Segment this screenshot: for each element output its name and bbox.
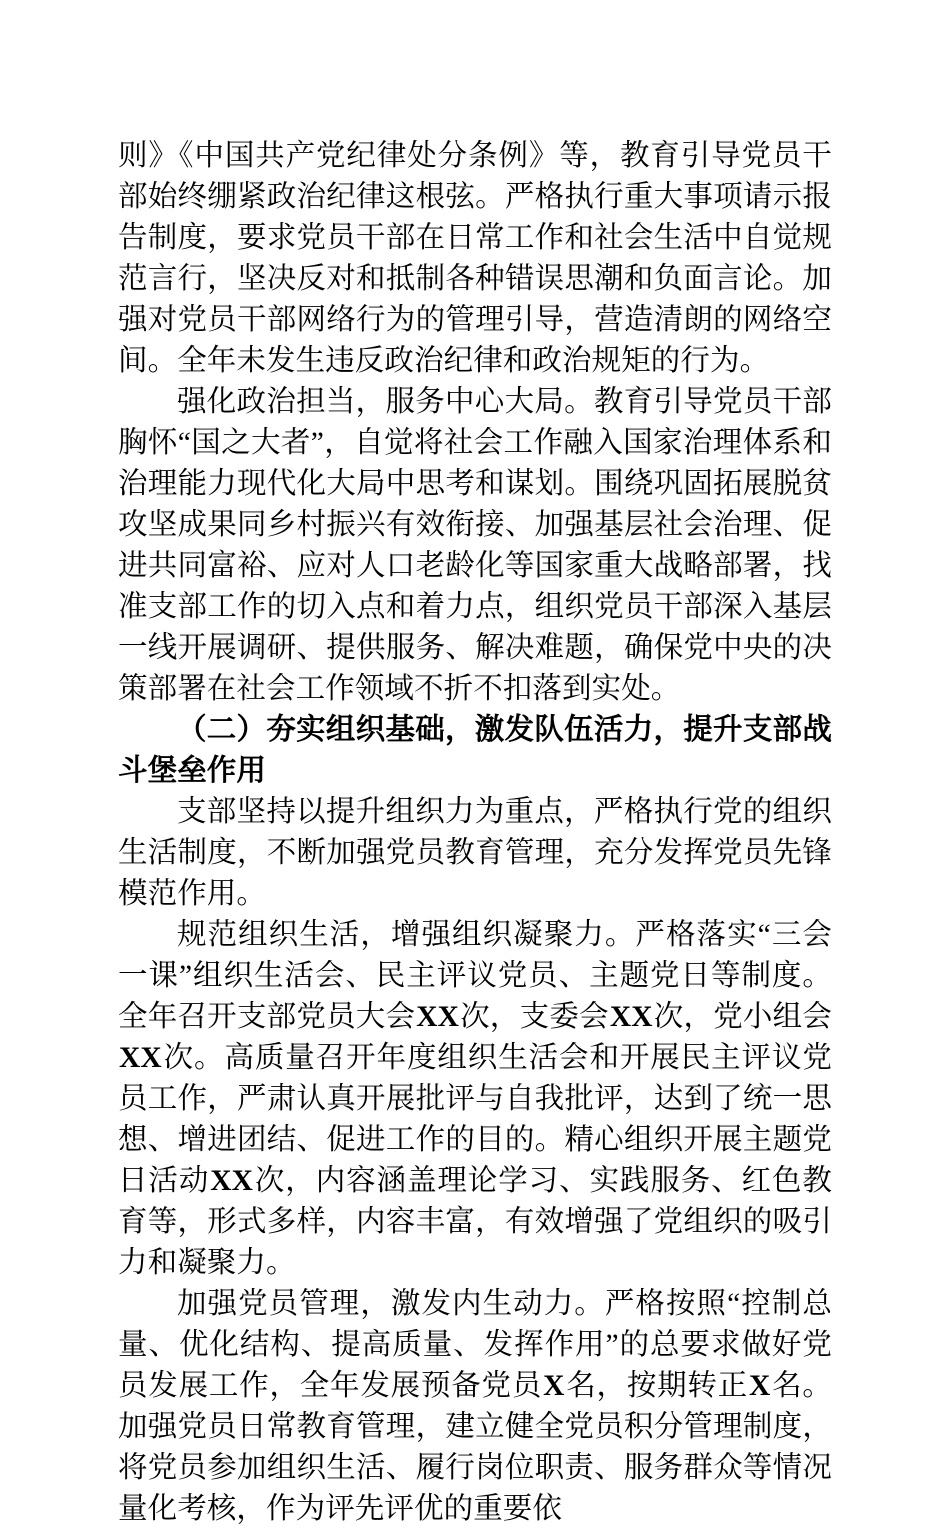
- numeric-placeholder: XX: [609, 1001, 653, 1033]
- numeric-placeholder: XX: [119, 1042, 162, 1074]
- numeric-placeholder: XX: [416, 1001, 460, 1033]
- paragraph-branch-organizational-strength: 支部坚持以提升组织力为重点，严格执行党的组织生活制度，不断加强党员教育管理，充分发挥党员先锋模范作用。: [118, 796, 832, 910]
- paragraph-continuation-political-discipline: 则》《中国共产党纪律处分条例》等，教育引导党员干部始终绷紧政治纪律这根弦。严格执行重大事项请示报告制度，要求党员干部在日常工作和社会生活中自觉规范言行，坚决反对和抵制各种错误思潮和负面言论。加强对党员干部网络行为的管理引导，营造清朗的网络空间。全年未发生违反政治纪律和政治规矩的行为。: [118, 140, 832, 377]
- numeric-placeholder: X: [543, 1370, 565, 1402]
- paragraph-strengthen-member-management: 加强党员管理，激发内生动力。严格按照“控制总量、优化结构、提高质量、发挥作用”的总要求做好党员发展工作，全年发展预备党员X名，按期转正X名。加强党员日常教育管理，建立健全党员积分管理制度，将党员参加组织生活、履行岗位职责、服务群众等情况量化考核，作为评先评优的重要依: [118, 1288, 832, 1525]
- paragraph-standardize-organizational-life: 规范组织生活，增强组织凝聚力。严格落实“三会一课”组织生活会、民主评议党员、主题党日等制度。全年召开支部党员大会XX次，支委会XX次，党小组会XX次。高质量召开年度组织生活会和开展民主评议党员工作，严肃认真开展批评与自我批评，达到了统一思想、增进团结、促进工作的目的。精心组织开展主题党日活动XX次，内容涵盖理论学习、实践服务、红色教育等，形式多样，内容丰富，有效增强了党组织的吸引力和凝聚力。: [118, 919, 832, 1279]
- text-column: [118, 136, 832, 1530]
- numeric-placeholder: XX: [210, 1165, 254, 1197]
- numeric-placeholder: X: [749, 1370, 771, 1402]
- section-heading-organizational-foundation: （二）夯实组织基础，激发队伍活力，提升支部战斗堡垒作用: [118, 714, 832, 787]
- paragraph-political-responsibility: 强化政治担当，服务中心大局。教育引导党员干部胸怀“国之大者”，自觉将社会工作融入国家治理体系和治理能力现代化大局中思考和谋划。围绕巩固拓展脱贫攻坚成果同乡村振兴有效衔接、加强基层社会治理、促进共同富裕、应对人口老龄化等国家重大战略部署，找准支部工作的切入点和着力点，组织党员干部深入基层一线开展调研、提供服务、解决难题，确保党中央的决策部署在社会工作领域不折不扣落到实处。: [118, 386, 832, 705]
